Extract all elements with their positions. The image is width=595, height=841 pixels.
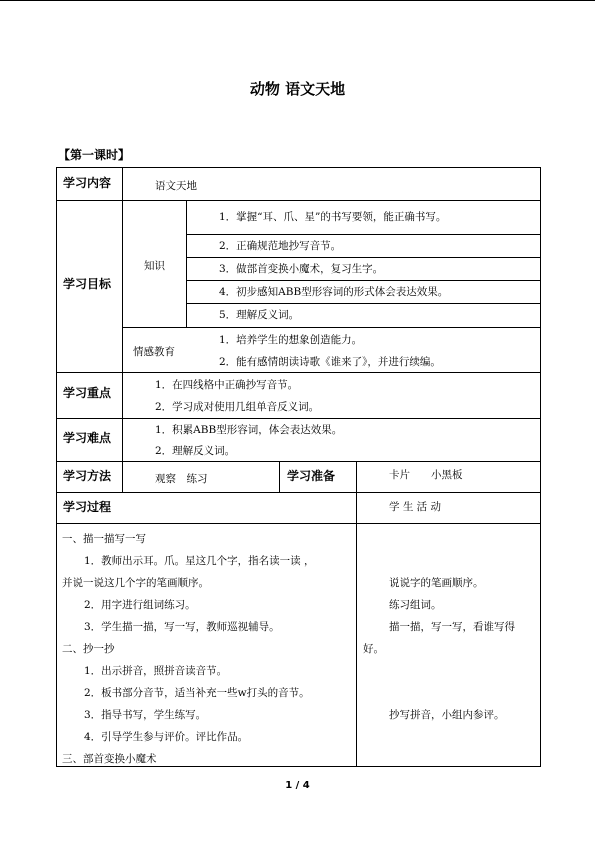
- content-value: 语文天地: [155, 180, 197, 192]
- activity-line: 练习组词。: [389, 599, 442, 611]
- section-heading: 【第一课时】: [58, 148, 131, 162]
- col-divider: [122, 167, 123, 492]
- activity-label: 学 生 活 动: [389, 501, 442, 513]
- col-divider: [356, 461, 357, 767]
- activity-line: 说说字的笔画顺序。: [389, 577, 484, 589]
- row-divider: [56, 523, 541, 524]
- activity-line: 抄写拼音，小组内参评。: [389, 709, 505, 721]
- row-divider: [186, 234, 541, 235]
- process-line: 2．板书部分音节，适当补充一些w打头的音节。: [84, 687, 310, 699]
- top-rule: [0, 0, 595, 1]
- difficulty-item: 2．理解反义词。: [155, 445, 236, 457]
- page-number: 1 / 4: [285, 780, 310, 791]
- row-divider: [186, 257, 541, 258]
- activity-line: 描一描，写一写，看谁写得: [389, 621, 515, 633]
- process-line: 并说一说这几个字的笔画顺序。: [62, 577, 209, 589]
- process-line: 二、抄一抄: [62, 643, 115, 655]
- emotion-item: 1．培养学生的想象创造能力。: [219, 334, 363, 346]
- row-divider: [56, 200, 541, 201]
- difficulty-label: 学习难点: [63, 431, 112, 445]
- row-divider: [186, 280, 541, 281]
- col-divider: [279, 461, 280, 492]
- row-divider: [122, 327, 541, 328]
- content-label: 学习内容: [63, 176, 112, 190]
- page-title: 动物 语文天地: [249, 80, 346, 98]
- process-line: 1．教师出示耳。爪。星这几个字，指名读一读 ，: [84, 555, 315, 567]
- row-divider: [56, 492, 541, 493]
- key-item: 2．学习成对使用几组单音反义词。: [155, 401, 320, 413]
- process-line: 一、描一描写一写: [62, 533, 146, 545]
- prep-label: 学习准备: [287, 469, 336, 483]
- process-line: 三、部首变换小魔术: [62, 753, 157, 765]
- process-label: 学习过程: [63, 500, 112, 514]
- emotion-item: 2．能有感情朗读诗歌《谁来了》，并进行续编。: [219, 356, 441, 368]
- activity-line: 好。: [363, 643, 384, 655]
- knowledge-label: 知识: [144, 260, 165, 272]
- goals-label: 学习目标: [63, 277, 112, 291]
- difficulty-item: 1．积累ABB型形容词，体会表达效果。: [155, 424, 343, 436]
- row-divider: [56, 372, 541, 373]
- knowledge-item: 5．理解反义词。: [219, 309, 300, 321]
- process-line: 1．出示拼音，照拼音读音节。: [84, 665, 228, 677]
- method-value: 观察 练习: [155, 473, 208, 485]
- emotion-label: 情感教育: [133, 346, 175, 358]
- key-label: 学习重点: [63, 386, 112, 400]
- process-line: 2．用字进行组词练习。: [84, 599, 196, 611]
- process-line: 3．学生描一描，写一写，教师巡视辅导。: [84, 621, 280, 633]
- col-divider: [186, 200, 187, 327]
- prep-value: 卡片 小黑板: [389, 469, 463, 481]
- key-item: 1．在四线格中正确抄写音节。: [155, 379, 299, 391]
- knowledge-item: 1．掌握“耳、爪、星”的书写要领，能正确书写。: [219, 211, 447, 223]
- knowledge-item: 2．正确规范地抄写音节。: [219, 240, 342, 252]
- knowledge-item: 4．初步感知ABB型形容词的形式体会表达效果。: [219, 286, 449, 298]
- row-divider: [186, 303, 541, 304]
- process-line: 4．引导学生参与评价。评比作品。: [84, 731, 249, 743]
- row-divider: [56, 418, 541, 419]
- process-line: 3．指导书写，学生练写。: [84, 709, 207, 721]
- row-divider: [56, 461, 541, 462]
- knowledge-item: 3．做部首变换小魔术，复习生字。: [219, 263, 384, 275]
- method-label: 学习方法: [63, 469, 112, 483]
